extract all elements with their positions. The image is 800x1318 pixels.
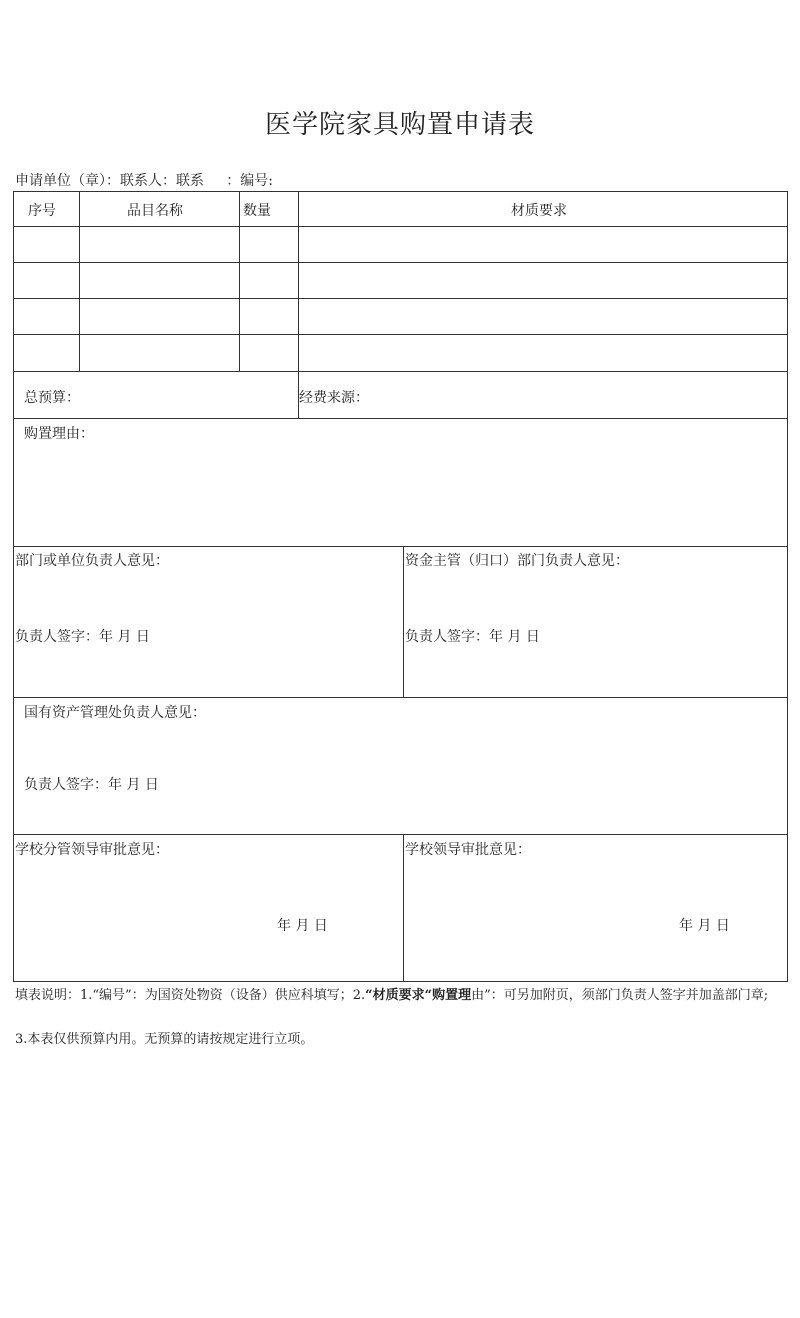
asset-office-opinion-label: 国有资产管理处负责人意见： xyxy=(24,705,206,721)
dept-opinion-label: 部门或单位负责人意见： xyxy=(15,553,169,569)
material-cell-1[interactable] xyxy=(299,227,787,262)
form-instructions xyxy=(15,985,787,1007)
instructions-line-2: 3.本表仅供预算内用。无预算的请按规定进行立项。 xyxy=(15,1032,314,1047)
quantity-cell-4[interactable] xyxy=(240,335,298,371)
quantity-cell-1[interactable] xyxy=(240,227,298,262)
purchase-reason-field[interactable] xyxy=(14,445,787,545)
total-budget-field[interactable] xyxy=(90,372,297,418)
page-title: 医学院家具购置申请表 xyxy=(264,110,535,140)
school-leader-opinion-label: 学校领导审批意见： xyxy=(405,842,531,858)
dept-signature-date: 负责人签字：年 月 日 xyxy=(15,629,150,645)
fund-dept-opinion-label: 资金主管（归口）部门负责人意见： xyxy=(405,553,629,569)
instructions-part-1: 填表说明：1.“编号”：为国资处物资（设备）供应科填写；2. xyxy=(15,988,366,1003)
total-budget-label: 总预算： xyxy=(24,390,80,406)
material-cell-2[interactable] xyxy=(299,263,787,298)
item-name-cell-3[interactable] xyxy=(80,299,239,334)
purchase-reason-label: 购置理由： xyxy=(24,426,94,442)
header-serial-number: 序号 xyxy=(28,203,56,219)
applicant-info-line: 申请单位（章）：联系人：联系 ：编号: xyxy=(15,173,273,189)
school-sub-leader-opinion-label: 学校分管领导审批意见： xyxy=(15,842,169,858)
funding-source-label: 经费来源： xyxy=(299,390,369,406)
instructions-part-2-bold: “材质要求“购置理 xyxy=(365,988,472,1003)
item-name-cell-4[interactable] xyxy=(80,335,239,371)
item-name-cell-1[interactable] xyxy=(80,227,239,262)
material-cell-4[interactable] xyxy=(299,335,787,371)
header-item-name: 品目名称 xyxy=(127,203,183,219)
school-sub-leader-date: 年 月 日 xyxy=(277,918,328,934)
serial-number-cell-1[interactable] xyxy=(14,227,79,262)
item-name-cell-2[interactable] xyxy=(80,263,239,298)
funding-source-field[interactable] xyxy=(375,372,786,418)
asset-office-signature-date: 负责人签字：年 月 日 xyxy=(24,777,159,793)
material-cell-3[interactable] xyxy=(299,299,787,334)
quantity-cell-2[interactable] xyxy=(240,263,298,298)
header-quantity: 数量 xyxy=(243,203,271,219)
header-material-requirements: 材质要求 xyxy=(511,203,567,219)
serial-number-cell-3[interactable] xyxy=(14,299,79,334)
instructions-part-3: 由”：可另加附页，须部门负责人签字并加盖部门章; xyxy=(471,988,769,1003)
fund-dept-signature-date: 负责人签字：年 月 日 xyxy=(405,629,540,645)
quantity-cell-3[interactable] xyxy=(240,299,298,334)
serial-number-cell-4[interactable] xyxy=(14,335,79,371)
school-leader-date: 年 月 日 xyxy=(679,918,730,934)
serial-number-cell-2[interactable] xyxy=(14,263,79,298)
